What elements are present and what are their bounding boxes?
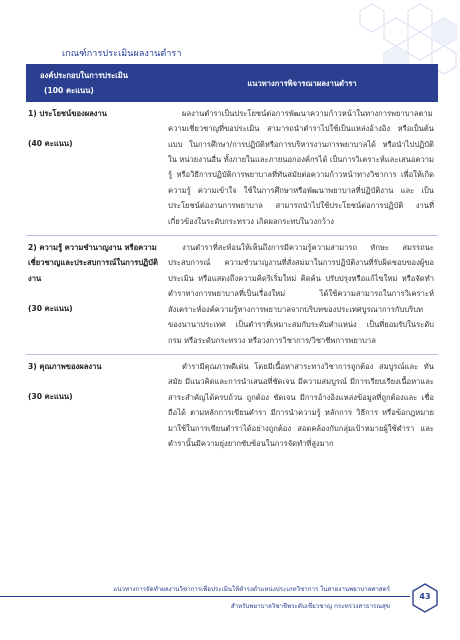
evaluation-criteria-table [26, 64, 438, 457]
criterion-name: 2) ความรู้ ความชำนาญงาน หรือความเชี่ยวชาญและประสบการณ์ในการปฏิบัติงาน [28, 243, 158, 283]
criterion-name: 1) ประโยชน์ของผลงาน [28, 108, 107, 118]
footer-divider [0, 596, 410, 597]
guideline-cell [166, 236, 438, 355]
criterion-name: 3) คุณภาพของผลงาน [28, 361, 102, 371]
guideline-text: ตำรามีคุณภาพดีเด่น โดยมีเนื้อหาสาระทางวิชาการถูกต้อง สมบูรณ์และ ทันสมัย มีแนวคิดและการนำเสนอที่ชัดเจน มีความสมบูรณ์ มีการเรียบเรียงเนื้อหาและ สาระสำคัญได้ครบถ้วน ถูกต้อง ชัดเจน มีการอ้างอิงแหล่งข้อมูลที่ถูกต้องและ เชื่อถือได้ ตามหลักการเขียนตำรา มีการนำความรู้ หลักการ วิธีการ หรือข้อกฎหมาย มาใช้ในการเขียนตำราได้อย่างถูกต้อง สอดคล้องกับกลุ่มเป้าหมายผู้ใช้ตำรา และ ตำรานั้นมีความยุ่งยากซับซ้อนในการจัดทำที่สูงมาก [168, 361, 434, 448]
guideline-cell [166, 354, 438, 457]
header-criteria-column [26, 64, 166, 102]
table-header-row [26, 64, 438, 102]
table-row [26, 102, 438, 236]
criterion-cell [26, 102, 166, 236]
table-row [26, 236, 438, 355]
guideline-text: ผลงานตำราเป็นประโยชน์ต่อการพัฒนาความก้าวหน้าในทางการพยาบาลตาม ความเชี่ยวชาญที่ขอประเมิน สามารถนำตำราไปใช้เป็นแหล่งอ้างอิง หรือเป็นต้นแบบ ในการศึกษา/การปฏิบัติหรือการบริหารงานการพยาบาลได้ หรือนำไปปฏิบัติใน หน่วยงานอื่น ทั้งภายในและภายนอกองค์กรได้ เป็นการวิเคราะห์และเสนอความรู้ หรือวิธีการปฏิบัติการพยาบาลที่ทันสมัยต่อความก้าวหน้าทางวิชาการ เพื่อให้เกิด ความรู้ ความเข้าใจ ใช้ในการศึกษาหรือพัฒนาพยาบาลที่ปฏิบัติงาน และ เป็นประโยชน์ต่องานการพยาบาล สามารถนำไปใช้ประโยชน์ต่อการปฏิบัติ งานที่เกี่ยวข้องในระดับกระทรวง เกิดผลกระทบในวงกว้าง [168, 108, 434, 226]
criterion-cell [26, 236, 166, 355]
criterion-points: (40 คะแนน) [28, 139, 73, 149]
guideline-cell [166, 102, 438, 236]
page-number: 43 [419, 592, 431, 601]
guideline-text: งานตำราที่สะท้อนให้เห็นถึงการมีความรู้ความสามารถ ทักษะ สมรรถนะ ประสบการณ์ ความชำนาญงานที่สั่งสมมาในการปฏิบัติงานที่รับผิดชอบของผู้ขอ ประเมิน หรือแสดงถึงความคิดริเริ่มใหม่ คิดค้น ปรับปรุงหรือแก้ไขใหม่ หรือจัดทำ ตำราทางการพยาบาลที่เป็นเรื่องใหม่ ได้ใช้ความสามารถในการวิเคราะห์ สังเคราะห์องค์ความรู้ทางการพยาบาลจากบริบทของประเทศบูรณาการกับบริบท ของนานาประเทศ เป็นตำราที่เหมาะสมกับระดับตำแหน่ง เป็นที่ยอมรับในระดับ กรม หรือระดับกระทรวง หรือวงการวิชาการ/วิชาชีพการพยาบาล [168, 243, 434, 345]
criterion-points: (30 คะแนน) [28, 392, 73, 402]
footer-subtitle: สำหรับพยาบาลวิชาชีพระดับเชี่ยวชาญ กระทรวงสาธารณสุข [230, 603, 390, 610]
header-criteria-label: องค์ประกอบในการประเมิน [40, 71, 128, 80]
header-guideline-column: แนวทางการพิจารณาผลงานตำรา [166, 64, 438, 102]
section-title: เกณฑ์การประเมินผลงานตำรา [62, 49, 182, 59]
criterion-cell [26, 354, 166, 457]
footer-document-title: แนวทางการจัดทำผลงานวิชาการเพื่อประเมินให้ดำรงตำแหน่งประเภทวิชาการ ในสายงานพยาบาลศาสตร์ [113, 586, 390, 593]
table-row [26, 354, 438, 457]
criterion-points: (30 คะแนน) [28, 304, 73, 314]
header-total-points: (100 คะแนน) [44, 86, 94, 96]
